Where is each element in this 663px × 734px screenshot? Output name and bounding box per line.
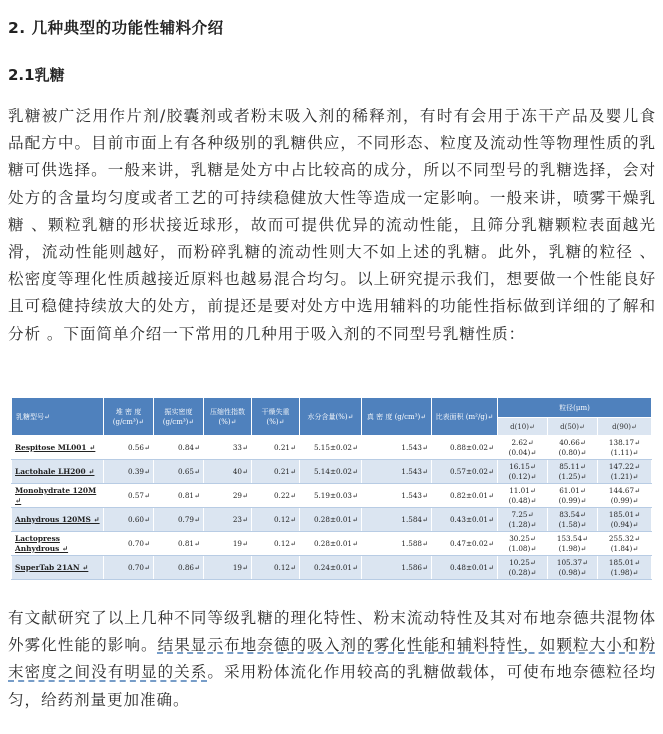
cell-ssa: 0.43±0.01↵ bbox=[432, 508, 498, 532]
cell-d50-sd: (0.98)↵ bbox=[558, 567, 587, 577]
cell-d10-sd: (0.28)↵ bbox=[508, 567, 537, 577]
col-header-type: 乳糖型号↵ bbox=[12, 398, 104, 436]
lactose-properties-table-image bbox=[8, 397, 656, 590]
col-header-d10: d(10)↵ bbox=[498, 418, 548, 436]
cell-ssa: 0.48±0.01↵ bbox=[432, 556, 498, 580]
cell-d10-mean: 2.62↵ bbox=[511, 438, 534, 447]
cell-d90-sd: (0.99)↵ bbox=[610, 495, 639, 505]
lactose-properties-table bbox=[11, 397, 652, 580]
cell-d90-sd: (0.94)↵ bbox=[610, 519, 639, 529]
lactose-name-cell: SuperTab 21AN ↵ bbox=[12, 556, 104, 580]
cell-bulk: 0.56↵ bbox=[104, 436, 154, 460]
col-header-d90: d(90)↵ bbox=[598, 418, 652, 436]
col-header-water-content: 水分含量(%)↵ bbox=[300, 398, 362, 436]
cell-d10-mean: 16.15↵ bbox=[509, 462, 536, 471]
cell-d50-mean: 153.54↵ bbox=[556, 534, 589, 543]
cell-d10-sd: (0.12)↵ bbox=[508, 471, 537, 481]
cell-tapped: 0.84↵ bbox=[154, 436, 204, 460]
cell-d90-mean: 185.01↵ bbox=[608, 558, 641, 567]
cell-d50-mean: 83.54↵ bbox=[559, 510, 586, 519]
col-header-loss-on-drying: 干燥失重(%)↵ bbox=[252, 398, 300, 436]
cell-d10-mean: 10.25↵ bbox=[509, 558, 536, 567]
cell-true: 1.543↵ bbox=[362, 484, 432, 508]
table-row bbox=[12, 532, 652, 556]
highlighted-conclusion: 结果显示布地奈德的吸入剂的雾化性能和辅料特性，如颗粒大小和粉末密度之间没有明显的关系 bbox=[8, 636, 656, 682]
cell-true: 1.584↵ bbox=[362, 508, 432, 532]
cell-d10-sd: (1.08)↵ bbox=[508, 543, 537, 553]
cell-d90-sd: (1.98)↵ bbox=[610, 567, 639, 577]
cell-d10-sd: (1.28)↵ bbox=[508, 519, 537, 529]
cell-d10 bbox=[498, 556, 548, 580]
col-header-tapped-density: 振实密度 (g/cm³)↵ bbox=[154, 398, 204, 436]
cell-bulk: 0.60↵ bbox=[104, 508, 154, 532]
table-row bbox=[12, 508, 652, 532]
paragraph-before: 有文献研究了以上几种不同等级乳糖的理化特性、粉末流动特性及其对布地奈德共混物体外雾化性能的影响。 bbox=[8, 609, 656, 655]
table-row bbox=[12, 484, 652, 508]
cell-true: 1.586↵ bbox=[362, 556, 432, 580]
cell-d90-mean: 185.01↵ bbox=[608, 510, 641, 519]
cell-d90 bbox=[598, 436, 652, 460]
cell-d50-sd: (0.99)↵ bbox=[558, 495, 587, 505]
cell-ci: 23↵ bbox=[204, 508, 252, 532]
cell-d50-mean: 105.37↵ bbox=[556, 558, 589, 567]
lactose-name-cell: Lactohale LH200 ↵ bbox=[12, 460, 104, 484]
cell-d10 bbox=[498, 484, 548, 508]
table-row bbox=[12, 436, 652, 460]
cell-water: 5.15±0.02↵ bbox=[300, 436, 362, 460]
cell-d10-mean: 30.25↵ bbox=[509, 534, 536, 543]
cell-d90-sd: (1.84)↵ bbox=[610, 543, 639, 553]
paragraph-after: 。采用粉体流化作用较高的乳糖做载体，可使布地奈德粒径均匀，给药剂量更加准确。 bbox=[8, 663, 656, 709]
col-header-particle-size: 粒径(μm) bbox=[498, 398, 652, 418]
lactose-name-cell: Respitose ML001 ↵ bbox=[12, 436, 104, 460]
col-header-compress-index: 压缩性指数(%)↵ bbox=[204, 398, 252, 436]
cell-d10 bbox=[498, 532, 548, 556]
lactose-name-cell: Anhydrous 120MS ↵ bbox=[12, 508, 104, 532]
cell-lod: 0.21↵ bbox=[252, 460, 300, 484]
cell-d90-mean: 144.67↵ bbox=[608, 486, 641, 495]
cell-ci: 33↵ bbox=[204, 436, 252, 460]
cell-water: 0.24±0.01↵ bbox=[300, 556, 362, 580]
cell-ssa: 0.82±0.01↵ bbox=[432, 484, 498, 508]
cell-d90-sd: (1.21)↵ bbox=[610, 471, 639, 481]
cell-d50-mean: 85.11↵ bbox=[559, 462, 586, 471]
col-header-true-density: 真 密 度 (g/cm³)↵ bbox=[362, 398, 432, 436]
cell-d50-sd: (1.98)↵ bbox=[558, 543, 587, 553]
cell-d10-sd: (0.48)↵ bbox=[508, 495, 537, 505]
cell-d50 bbox=[548, 532, 598, 556]
cell-d90-mean: 138.17↵ bbox=[608, 438, 641, 447]
section-title: 2. 几种典型的功能性辅料介绍 bbox=[8, 19, 224, 37]
cell-true: 1.543↵ bbox=[362, 436, 432, 460]
lactose-name-cell: Monohydrate 120M ↵ bbox=[12, 484, 104, 508]
cell-water: 0.28±0.01↵ bbox=[300, 508, 362, 532]
cell-d10-mean: 7.25↵ bbox=[511, 510, 534, 519]
cell-d10 bbox=[498, 460, 548, 484]
cell-bulk: 0.39↵ bbox=[104, 460, 154, 484]
cell-d90 bbox=[598, 508, 652, 532]
cell-d90 bbox=[598, 460, 652, 484]
cell-d90-mean: 255.32↵ bbox=[608, 534, 641, 543]
paragraph-study-result bbox=[8, 605, 656, 714]
cell-d50-sd: (1.58)↵ bbox=[558, 519, 587, 529]
cell-d10-mean: 11.01↵ bbox=[509, 486, 536, 495]
col-header-bulk-density: 堆 密 度 (g/cm³)↵ bbox=[104, 398, 154, 436]
cell-d90 bbox=[598, 484, 652, 508]
table-body bbox=[12, 436, 652, 580]
cell-lod: 0.12↵ bbox=[252, 532, 300, 556]
cell-d10 bbox=[498, 508, 548, 532]
col-header-surface-area: 比表面积 (m²/g)↵ bbox=[432, 398, 498, 436]
cell-d50 bbox=[548, 556, 598, 580]
cell-ci: 19↵ bbox=[204, 556, 252, 580]
cell-lod: 0.21↵ bbox=[252, 436, 300, 460]
cell-true: 1.543↵ bbox=[362, 460, 432, 484]
cell-tapped: 0.86↵ bbox=[154, 556, 204, 580]
table-row bbox=[12, 460, 652, 484]
cell-ssa: 0.47±0.02↵ bbox=[432, 532, 498, 556]
cell-tapped: 0.81↵ bbox=[154, 532, 204, 556]
cell-lod: 0.12↵ bbox=[252, 556, 300, 580]
cell-d90 bbox=[598, 556, 652, 580]
cell-water: 5.14±0.02↵ bbox=[300, 460, 362, 484]
cell-d50 bbox=[548, 508, 598, 532]
cell-ssa: 0.57±0.02↵ bbox=[432, 460, 498, 484]
cell-ssa: 0.88±0.02↵ bbox=[432, 436, 498, 460]
cell-tapped: 0.81↵ bbox=[154, 484, 204, 508]
cell-d50 bbox=[548, 460, 598, 484]
cell-d90 bbox=[598, 532, 652, 556]
cell-tapped: 0.79↵ bbox=[154, 508, 204, 532]
cell-d90-sd: (1.11)↵ bbox=[610, 447, 639, 457]
cell-bulk: 0.70↵ bbox=[104, 532, 154, 556]
subsection-title: 2.1乳糖 bbox=[8, 66, 65, 84]
cell-lod: 0.22↵ bbox=[252, 484, 300, 508]
cell-ci: 40↵ bbox=[204, 460, 252, 484]
cell-d50-mean: 40.66↵ bbox=[559, 438, 586, 447]
paragraph-lactose-intro: 乳糖被广泛用作片剂/胶囊剂或者粉末吸入剂的稀释剂，有时有会用于冻干产品及婴儿食品配方中。目前市面上有各种级别的乳糖供应，不同形态、粒度及流动性等物理性质的乳糖可供选择。一般来讲，乳糖是处方中占比较高的成分，所以不同型号的乳糖选择，会对处方的含量均匀度或者工艺的可持续稳健放大性等造成一定影响。一般来讲，喷雾干燥乳糖 、颗粒乳糖的形状接近球形，故而可提供优异的流动性能，且筛分乳糖颗粒表面越光滑，流动性能则越好，而粉碎乳糖的流动性则大不如上述的乳糖。此外，乳糖的粒径 、松密度等理化性质越接近原料也越易混合均匀。以上研究提示我们，想要做一个性能良好且可稳健持续放大的处方，前提还是要对处方中选用辅料的功能性指标做到详细的了解和分析 。下面简单介绍一下常用的几种用于吸入剂的不同型号乳糖性质： bbox=[8, 107, 656, 343]
cell-d50-mean: 61.01↵ bbox=[559, 486, 586, 495]
cell-water: 0.28±0.01↵ bbox=[300, 532, 362, 556]
cell-d50-sd: (1.25)↵ bbox=[558, 471, 587, 481]
cell-d10-sd: (0.04)↵ bbox=[508, 447, 537, 457]
cell-d50 bbox=[548, 436, 598, 460]
cell-ci: 29↵ bbox=[204, 484, 252, 508]
cell-ci: 19↵ bbox=[204, 532, 252, 556]
cell-d90-mean: 147.22↵ bbox=[608, 462, 641, 471]
cell-tapped: 0.65↵ bbox=[154, 460, 204, 484]
cell-true: 1.588↵ bbox=[362, 532, 432, 556]
cell-lod: 0.12↵ bbox=[252, 508, 300, 532]
cell-bulk: 0.57↵ bbox=[104, 484, 154, 508]
cell-bulk: 0.70↵ bbox=[104, 556, 154, 580]
cell-d10 bbox=[498, 436, 548, 460]
cell-water: 5.19±0.03↵ bbox=[300, 484, 362, 508]
cell-d50 bbox=[548, 484, 598, 508]
cell-d50-sd: (0.80)↵ bbox=[558, 447, 587, 457]
table-row bbox=[12, 556, 652, 580]
col-header-d50: d(50)↵ bbox=[548, 418, 598, 436]
lactose-name-cell: Lactopress Anhydrous ↵ bbox=[12, 532, 104, 556]
